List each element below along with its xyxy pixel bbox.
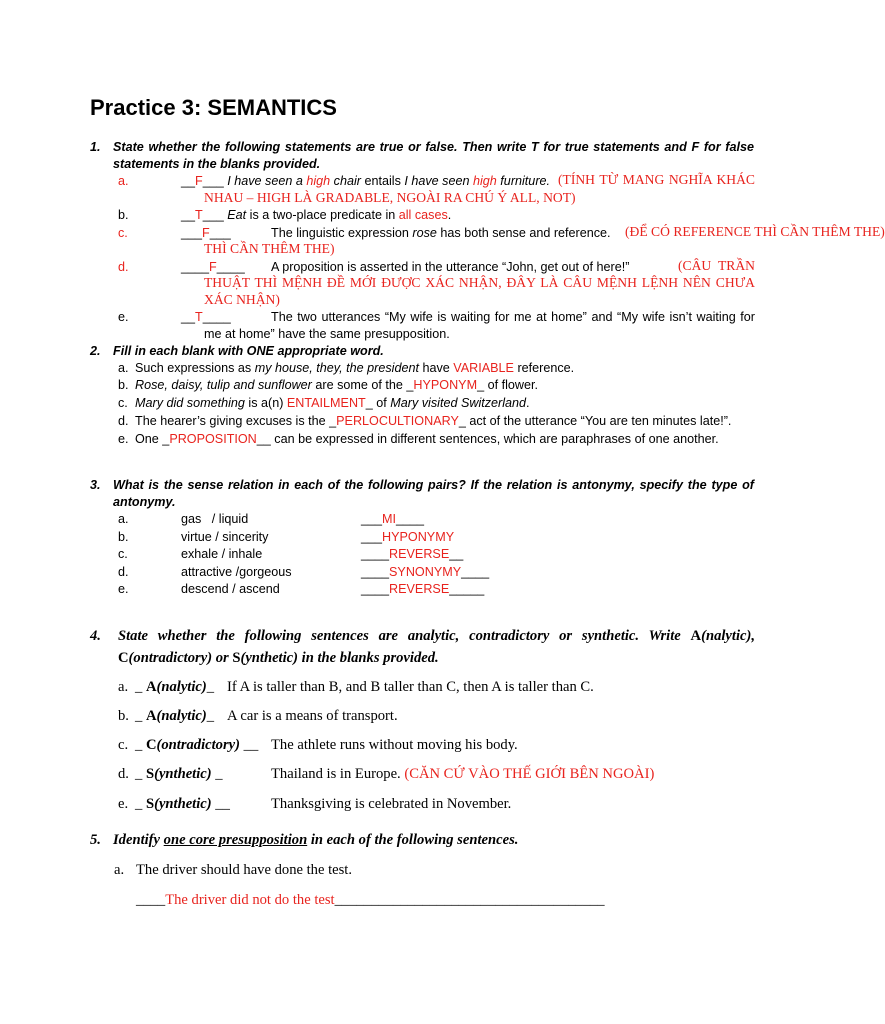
answer-text: PERLOCULTIONARY xyxy=(336,414,459,428)
answer-text: F xyxy=(209,260,217,274)
answer-blank: _ A(nalytic)_ xyxy=(135,679,215,695)
answer-text: MI xyxy=(382,512,397,526)
item-letter: e. xyxy=(118,796,129,812)
item-letter: c. xyxy=(118,737,129,753)
answer-text: T xyxy=(195,208,203,222)
item-letter: c. xyxy=(118,547,128,561)
item-letter: e. xyxy=(118,310,129,324)
question-number: 2. xyxy=(90,344,101,358)
answer-text: The driver did not do the test xyxy=(165,892,335,908)
item-letter: b. xyxy=(118,708,129,724)
statement: The hearer’s giving excuses is the _PERLOCULTIONARY_ act of the utterance “You are ten minutes late!”. xyxy=(135,414,732,428)
statement: The linguistic expression rose has both sense and reference. xyxy=(271,226,611,240)
question-instruction: What is the sense relation in each of the following pairs? If the relation is antonymy, specify the type of antonymy. xyxy=(113,478,754,509)
answer-blank: _ S(ynthetic) __ xyxy=(135,796,230,812)
answer-blank: _ C(ontradictory) __ xyxy=(135,737,259,753)
question-instruction: State whether the following statements are true or false. Then write T for true statements and F for false statements in the blanks provided. xyxy=(113,140,754,171)
question-number: 3. xyxy=(90,478,101,492)
word-pair: gas / liquid xyxy=(181,512,249,526)
word-pair: attractive /gorgeous xyxy=(181,565,292,579)
question-instruction: Fill in each blank with ONE appropriate word. xyxy=(113,344,384,358)
answer-text: F xyxy=(195,174,203,188)
teacher-note: (TÍNH TỪ MANG NGHĨA KHÁC NHAU – HIGH LÀ GRADABLE, NGOÀI RA CHÚ Ý ALL, NOT) xyxy=(204,172,755,205)
answer-blank: _ A(nalytic)_ xyxy=(135,708,215,724)
item-letter: c. xyxy=(118,226,128,240)
answer-blank: _ S(ynthetic) _ xyxy=(135,766,223,782)
answer-text: T xyxy=(195,310,203,324)
answer-blank: ____The driver did not do the test_____________________________________ xyxy=(136,892,605,908)
answer-text: VARIABLE xyxy=(453,361,514,375)
answer-text: ENTAILMENT xyxy=(286,396,366,410)
item-letter: e. xyxy=(118,432,129,446)
item-letter: d. xyxy=(118,260,129,274)
answer-text: REVERSE xyxy=(389,547,450,561)
item-letter: a. xyxy=(118,679,129,695)
answer-text: SYNONYMY xyxy=(389,565,462,579)
teacher-note: (CĂN CỨ VÀO THẾ GIỚI BÊN NGOÀI) xyxy=(404,766,655,782)
answer-text: REVERSE xyxy=(389,582,450,596)
teacher-note: (ĐỂ CÓ REFERENCE THÌ CẦN THÊM THE) xyxy=(625,224,885,239)
answer-blank: ____SYNONYMY____ xyxy=(361,565,490,579)
sentence: Thailand is in Europe. (CĂN CỨ VÀO THẾ GIỚI BÊN NGOÀI) xyxy=(271,766,655,782)
statement: Rose, daisy, tulip and sunflower are some of the _HYPONYM_ of flower. xyxy=(135,378,538,392)
answer-text: HYPONYM xyxy=(413,378,478,392)
answer-text: PROPOSITION xyxy=(169,432,257,446)
item-letter: a. xyxy=(118,512,129,526)
item-letter: b. xyxy=(118,530,129,544)
sentence: Thanksgiving is celebrated in November. xyxy=(271,796,512,812)
statement: Such expressions as my house, they, the president have VARIABLE reference. xyxy=(135,361,575,375)
word-pair: exhale / inhale xyxy=(181,547,263,561)
answer-blank: ____REVERSE_____ xyxy=(361,582,485,596)
item-letter: b. xyxy=(118,208,129,222)
teacher-note: (CÂU TRẦN THUẬT THÌ MỆNH ĐỀ MỚI ĐƯỢC XÁC NHẬN, ĐÂY LÀ CÂU MỆNH LỆNH NÊN CHƯA XÁC NHẬN) xyxy=(204,258,755,307)
question-number: 4. xyxy=(90,628,101,644)
statement: One _PROPOSITION__ can be expressed in different sentences, which are paraphrases of one another. xyxy=(135,432,719,446)
statement: The two utterances “My wife is waiting for me at home” and “My wife isn’t waiting for me at home” have the same presupposition. xyxy=(204,310,755,341)
item-letter: a. xyxy=(114,862,125,878)
answer-blank: __F___ I have seen a high chair entails I have seen high furniture. xyxy=(181,174,551,188)
answer-blank: __T____ xyxy=(181,310,231,324)
answer-blank: ____REVERSE__ xyxy=(361,547,464,561)
statement: A proposition is asserted in the utterance “John, get out of here!” xyxy=(271,260,630,274)
item-letter: d. xyxy=(118,414,129,428)
word-pair: descend / ascend xyxy=(181,582,280,596)
teacher-note-cont: THÌ CẦN THÊM THE) xyxy=(204,241,335,256)
answer-text: F xyxy=(202,226,210,240)
question-instruction: Identify one core presupposition in each of the following sentences. xyxy=(113,832,519,848)
item-letter: e. xyxy=(118,582,129,596)
answer-blank: ___MI____ xyxy=(361,512,425,526)
question-number: 1. xyxy=(90,140,101,154)
question-instruction: State whether the following sentences are analytic, contradictory or synthetic. Write A(nalytic), C(ontradictory) or S(ynthetic) in the blanks provided. xyxy=(118,628,755,666)
page-title: Practice 3: SEMANTICS xyxy=(90,95,337,120)
answer-blank: ___F___ xyxy=(181,226,231,240)
answer-text: HYPONYMY xyxy=(382,530,455,544)
answer-blank: ___HYPONYMY xyxy=(361,530,455,544)
sentence: A car is a means of transport. xyxy=(227,708,398,724)
sentence: If A is taller than B, and B taller than C, then A is taller than C. xyxy=(227,679,594,695)
item-letter: b. xyxy=(118,378,129,392)
item-letter: d. xyxy=(118,565,129,579)
sentence: The driver should have done the test. xyxy=(136,862,353,878)
statement: Mary did something is a(n) ENTAILMENT_ of Mary visited Switzerland. xyxy=(135,396,530,410)
item-letter: a. xyxy=(118,361,129,375)
question-number: 5. xyxy=(90,832,101,848)
answer-blank: ____F____ xyxy=(181,260,245,274)
word-pair: virtue / sincerity xyxy=(181,530,269,544)
item-letter: c. xyxy=(118,396,128,410)
item-letter: a. xyxy=(118,174,129,188)
statement: __T___ Eat is a two-place predicate in all cases. xyxy=(181,208,452,222)
item-letter: d. xyxy=(118,766,129,782)
sentence: The athlete runs without moving his body. xyxy=(271,737,518,753)
